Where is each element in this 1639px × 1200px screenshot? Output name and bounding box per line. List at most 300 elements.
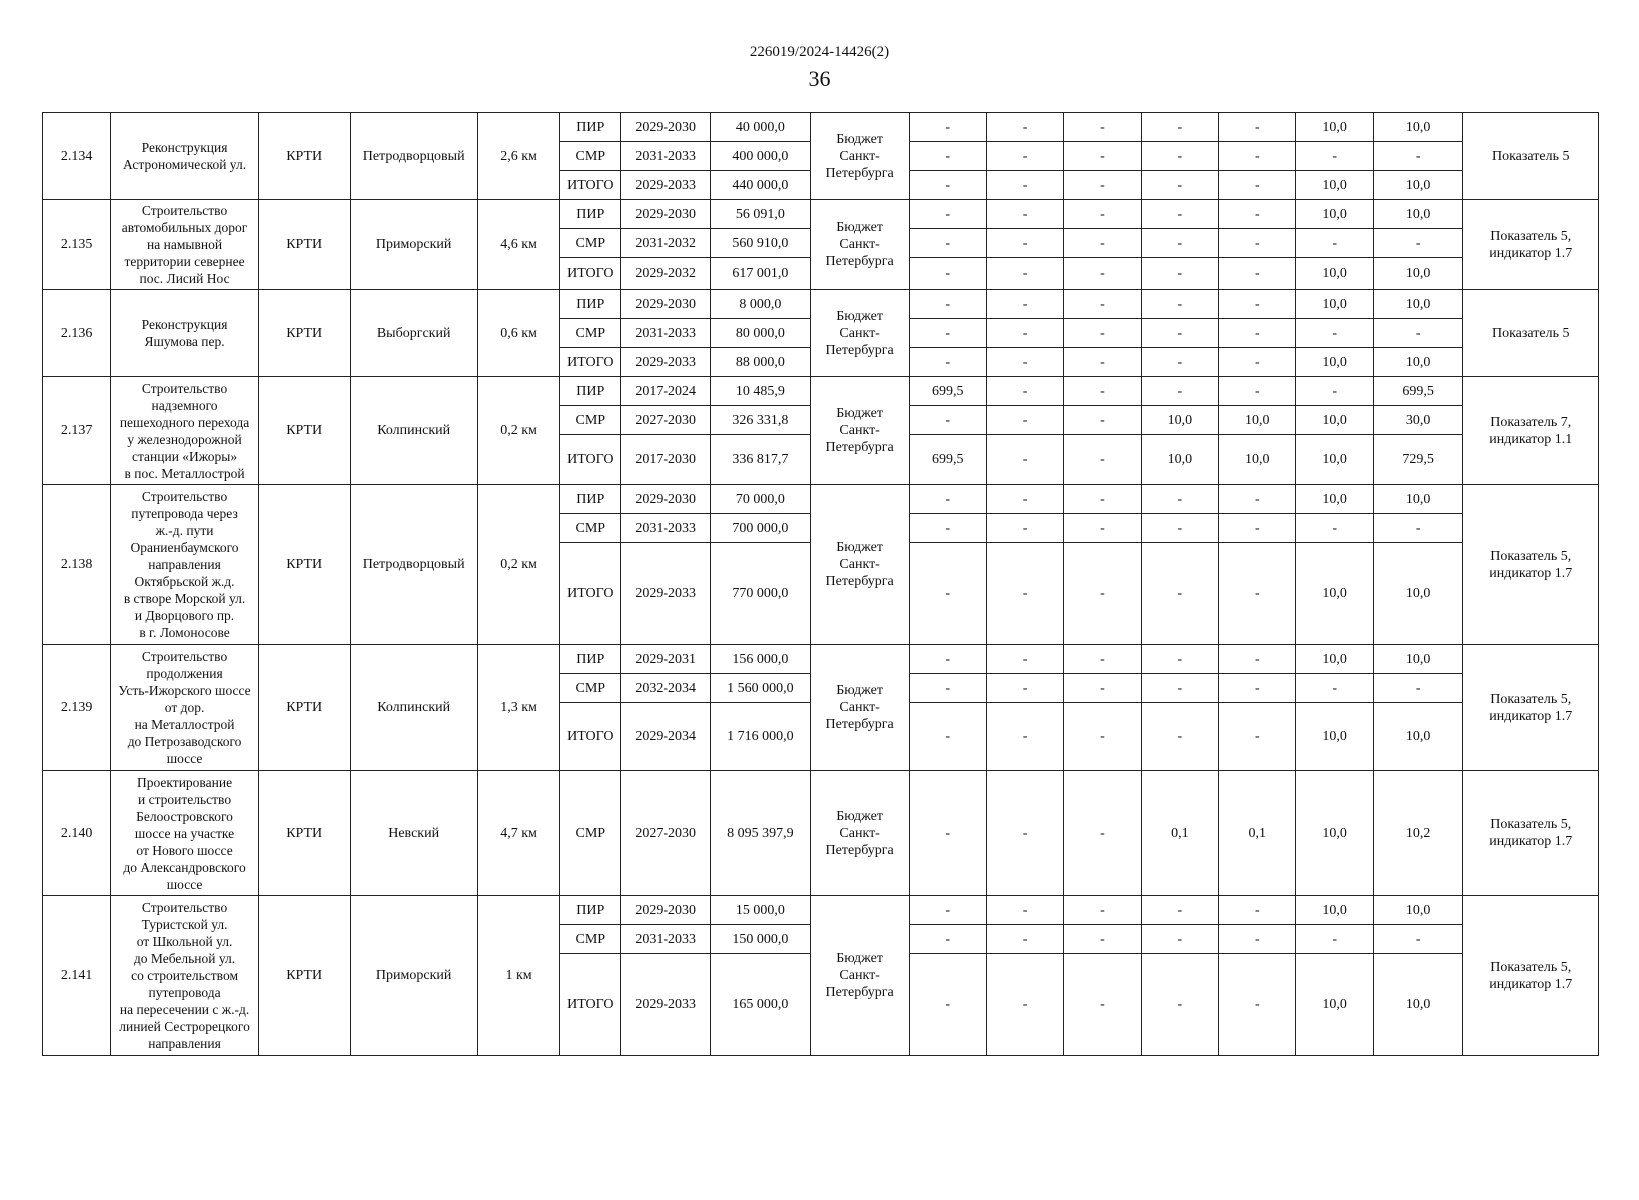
value-2027: - xyxy=(1141,142,1218,171)
line: Бюджет xyxy=(836,683,883,698)
table-row xyxy=(43,200,1599,229)
line: автомобильных дорог xyxy=(121,220,248,235)
funding-source xyxy=(810,377,909,485)
value-total: 30,0 xyxy=(1373,406,1463,435)
value-2029: 10,0 xyxy=(1296,113,1373,142)
line: Проектирование xyxy=(137,774,233,790)
amount: 8 000,0 xyxy=(710,290,810,319)
row-id: 2.141 xyxy=(43,896,111,1056)
value-total: 10,0 xyxy=(1373,703,1463,771)
value-2027: - xyxy=(1141,113,1218,142)
line: Строительство xyxy=(141,649,228,664)
work-type: ПИР xyxy=(560,896,621,925)
line: от Нового шоссе xyxy=(136,842,233,858)
work-type: СМР xyxy=(560,319,621,348)
line: Показатель 5, xyxy=(1490,691,1572,707)
amount: 56 091,0 xyxy=(710,200,810,229)
period: 2029-2030 xyxy=(621,485,711,514)
value-2028: - xyxy=(1219,543,1296,645)
indicator xyxy=(1463,200,1599,290)
funding-source xyxy=(810,113,909,200)
line: от Школьной ул. xyxy=(136,934,233,949)
organization: КРТИ xyxy=(258,200,350,290)
value-total: 10,0 xyxy=(1373,485,1463,514)
line: у железнодорожной xyxy=(127,431,242,447)
period: 2017-2030 xyxy=(621,435,711,485)
value-2025: - xyxy=(986,171,1063,200)
line: Санкт- xyxy=(839,325,880,341)
value-2029: 10,0 xyxy=(1296,171,1373,200)
line: в г. Ломоносове xyxy=(139,625,230,640)
organization: КРТИ xyxy=(258,377,350,485)
value-2024: - xyxy=(909,543,986,645)
district: Колпинский xyxy=(350,377,477,485)
value-2024: - xyxy=(909,229,986,258)
work-type: ИТОГО xyxy=(560,703,621,771)
line: Показатель 5, xyxy=(1490,817,1572,832)
line: территории севернее xyxy=(124,254,245,269)
work-type: СМР xyxy=(560,514,621,543)
value-2028: - xyxy=(1219,171,1296,200)
organization: КРТИ xyxy=(258,290,350,377)
line: в створе Морской ул. xyxy=(123,591,246,606)
period: 2017-2024 xyxy=(621,377,711,406)
line: до Мебельной ул. xyxy=(133,951,236,966)
value-2025: - xyxy=(986,290,1063,319)
line: Санкт- xyxy=(839,968,880,983)
line: от дор. xyxy=(164,700,205,715)
line: надземного xyxy=(151,397,218,413)
period: 2029-2033 xyxy=(621,543,711,645)
district: Выборгский xyxy=(350,290,477,377)
value-2028: - xyxy=(1219,290,1296,319)
amount: 165 000,0 xyxy=(710,954,810,1056)
value-2026: - xyxy=(1064,925,1141,954)
line: индикатор 1.7 xyxy=(1489,708,1573,724)
line: в пос. Металлострой xyxy=(124,465,245,481)
length: 0,2 км xyxy=(477,485,559,645)
period: 2032-2034 xyxy=(621,674,711,703)
value-total: 699,5 xyxy=(1373,377,1463,406)
work-type: ИТОГО xyxy=(560,258,621,290)
amount: 400 000,0 xyxy=(710,142,810,171)
work-type: СМР xyxy=(560,674,621,703)
line: до Петрозаводского xyxy=(127,734,242,749)
project-name xyxy=(111,200,259,290)
line: Ораниенбаумского xyxy=(130,540,239,555)
period: 2031-2032 xyxy=(621,229,711,258)
amount: 88 000,0 xyxy=(710,348,810,377)
amount: 1 560 000,0 xyxy=(710,674,810,703)
value-2029: 10,0 xyxy=(1296,485,1373,514)
table-row xyxy=(43,113,1599,142)
row-id: 2.140 xyxy=(43,771,111,896)
value-2028: - xyxy=(1219,674,1296,703)
value-2024: - xyxy=(909,142,986,171)
line: Строительство xyxy=(141,380,228,396)
line: индикатор 1.7 xyxy=(1489,245,1573,261)
line: ж.-д. пути xyxy=(155,523,214,538)
value-2024: - xyxy=(909,319,986,348)
project-name xyxy=(111,771,259,896)
row-id: 2.136 xyxy=(43,290,111,377)
value-2024: - xyxy=(909,925,986,954)
line: линией Сестрорецкого xyxy=(119,1019,250,1034)
value-2024: 699,5 xyxy=(909,377,986,406)
investment-table xyxy=(42,112,1599,1056)
value-2024: - xyxy=(909,113,986,142)
value-2026: - xyxy=(1064,113,1141,142)
line: Санкт- xyxy=(839,825,880,841)
project-name xyxy=(111,896,259,1056)
value-2028: - xyxy=(1219,485,1296,514)
line: шоссе на участке xyxy=(134,825,235,841)
length: 2,6 км xyxy=(477,113,559,200)
value-2027: - xyxy=(1141,290,1218,319)
row-id: 2.138 xyxy=(43,485,111,645)
value-2026: - xyxy=(1064,645,1141,674)
value-2027: - xyxy=(1141,514,1218,543)
line: Строительство xyxy=(141,203,228,218)
row-id: 2.135 xyxy=(43,200,111,290)
project-name xyxy=(111,113,259,200)
period: 2029-2030 xyxy=(621,200,711,229)
line: пос. Лисий Нос xyxy=(139,271,230,286)
value-2027: - xyxy=(1141,258,1218,290)
line: индикатор 1.7 xyxy=(1489,565,1573,581)
length: 0,6 км xyxy=(477,290,559,377)
value-2028: - xyxy=(1219,229,1296,258)
amount: 440 000,0 xyxy=(710,171,810,200)
table-row xyxy=(43,896,1599,925)
value-2025: - xyxy=(986,543,1063,645)
period: 2029-2031 xyxy=(621,645,711,674)
value-2028: - xyxy=(1219,377,1296,406)
line: Бюджет xyxy=(836,220,883,235)
organization: КРТИ xyxy=(258,771,350,896)
value-2026: - xyxy=(1064,514,1141,543)
value-2027: 10,0 xyxy=(1141,406,1218,435)
value-2025: - xyxy=(986,925,1063,954)
line: Бюджет xyxy=(836,540,883,555)
value-2024: - xyxy=(909,514,986,543)
period: 2031-2033 xyxy=(621,514,711,543)
line: Петербурга xyxy=(825,254,894,269)
value-2029: - xyxy=(1296,377,1373,406)
line: Показатель 7, xyxy=(1490,414,1572,430)
district: Приморский xyxy=(350,896,477,1056)
period: 2031-2033 xyxy=(621,319,711,348)
work-type: ПИР xyxy=(560,645,621,674)
value-2024: - xyxy=(909,348,986,377)
value-total: 729,5 xyxy=(1373,435,1463,485)
value-2024: - xyxy=(909,258,986,290)
indicator xyxy=(1463,485,1599,645)
line: Реконструкция xyxy=(141,140,228,155)
value-2026: - xyxy=(1064,435,1141,485)
value-2025: - xyxy=(986,645,1063,674)
value-2027: - xyxy=(1141,200,1218,229)
period: 2027-2030 xyxy=(621,406,711,435)
work-type: ПИР xyxy=(560,290,621,319)
value-total: - xyxy=(1373,142,1463,171)
value-2026: - xyxy=(1064,674,1141,703)
indicator xyxy=(1463,896,1599,1056)
line: Бюджет xyxy=(836,406,883,421)
line: шоссе xyxy=(166,751,203,766)
value-2027: - xyxy=(1141,377,1218,406)
period: 2027-2030 xyxy=(621,771,711,896)
value-2029: 10,0 xyxy=(1296,954,1373,1056)
value-2029: 10,0 xyxy=(1296,290,1373,319)
value-total: 10,0 xyxy=(1373,896,1463,925)
value-2028: 10,0 xyxy=(1219,435,1296,485)
line: Реконструкция xyxy=(141,317,228,332)
table-row xyxy=(43,771,1599,896)
period: 2029-2030 xyxy=(621,290,711,319)
value-total: - xyxy=(1373,925,1463,954)
value-2029: 10,0 xyxy=(1296,896,1373,925)
value-2027: - xyxy=(1141,645,1218,674)
line: со строительством xyxy=(131,968,238,983)
value-2028: - xyxy=(1219,925,1296,954)
value-2029: - xyxy=(1296,142,1373,171)
value-2025: - xyxy=(986,142,1063,171)
work-type: СМР xyxy=(560,771,621,896)
value-2025: - xyxy=(986,319,1063,348)
table-row xyxy=(43,290,1599,319)
value-total: 10,0 xyxy=(1373,954,1463,1056)
line: на пересечении с ж.-д. xyxy=(119,1002,250,1017)
project-name xyxy=(111,290,259,377)
value-2026: - xyxy=(1064,543,1141,645)
line: Петербурга xyxy=(825,842,894,858)
line: Петербурга xyxy=(825,574,894,589)
value-2025: - xyxy=(986,229,1063,258)
line: Санкт- xyxy=(839,148,880,164)
line: пешеходного перехода xyxy=(119,414,250,430)
value-total: 10,0 xyxy=(1373,543,1463,645)
value-2026: - xyxy=(1064,229,1141,258)
value-2029: - xyxy=(1296,229,1373,258)
value-2029: - xyxy=(1296,514,1373,543)
district: Невский xyxy=(350,771,477,896)
length: 4,7 км xyxy=(477,771,559,896)
work-type: ИТОГО xyxy=(560,435,621,485)
value-2026: - xyxy=(1064,954,1141,1056)
value-2025: - xyxy=(986,406,1063,435)
value-total: - xyxy=(1373,674,1463,703)
line: направления xyxy=(148,1036,221,1051)
value-2028: - xyxy=(1219,954,1296,1056)
line: Показатель 5 xyxy=(1491,325,1570,341)
length: 1,3 км xyxy=(477,645,559,771)
value-2029: 10,0 xyxy=(1296,406,1373,435)
value-2026: - xyxy=(1064,142,1141,171)
page-number: 36 xyxy=(808,66,831,91)
value-2028: - xyxy=(1219,645,1296,674)
line: и Дворцового пр. xyxy=(134,608,235,623)
value-2024: - xyxy=(909,645,986,674)
value-2029: 10,0 xyxy=(1296,543,1373,645)
value-2028: - xyxy=(1219,113,1296,142)
value-2025: - xyxy=(986,771,1063,896)
funding-source xyxy=(810,485,909,645)
table-row xyxy=(43,645,1599,674)
value-total: 10,0 xyxy=(1373,200,1463,229)
value-2024: - xyxy=(909,771,986,896)
amount: 156 000,0 xyxy=(710,645,810,674)
line: Бюджет xyxy=(836,131,883,147)
work-type: ПИР xyxy=(560,200,621,229)
value-2027: - xyxy=(1141,674,1218,703)
amount: 15 000,0 xyxy=(710,896,810,925)
value-2027: - xyxy=(1141,348,1218,377)
value-2029: 10,0 xyxy=(1296,435,1373,485)
value-2029: 10,0 xyxy=(1296,348,1373,377)
value-2027: - xyxy=(1141,703,1218,771)
line: до Александровского xyxy=(123,859,246,875)
indicator xyxy=(1463,771,1599,896)
value-2028: - xyxy=(1219,514,1296,543)
project-name xyxy=(111,645,259,771)
value-2025: - xyxy=(986,377,1063,406)
value-2029: 10,0 xyxy=(1296,703,1373,771)
amount: 40 000,0 xyxy=(710,113,810,142)
work-type: СМР xyxy=(560,925,621,954)
value-2025: - xyxy=(986,954,1063,1056)
line: путепровода xyxy=(148,985,221,1000)
amount: 617 001,0 xyxy=(710,258,810,290)
line: Строительство xyxy=(141,900,228,915)
value-2028: - xyxy=(1219,703,1296,771)
table-body xyxy=(43,113,1599,1056)
value-2027: - xyxy=(1141,171,1218,200)
value-2028: - xyxy=(1219,319,1296,348)
value-2024: - xyxy=(909,406,986,435)
project-name xyxy=(111,485,259,645)
line: индикатор 1.1 xyxy=(1489,431,1573,447)
organization: КРТИ xyxy=(258,485,350,645)
value-2026: - xyxy=(1064,171,1141,200)
organization: КРТИ xyxy=(258,896,350,1056)
row-id: 2.139 xyxy=(43,645,111,771)
line: Бюджет xyxy=(836,951,883,966)
value-2026: - xyxy=(1064,771,1141,896)
amount: 770 000,0 xyxy=(710,543,810,645)
work-type: ИТОГО xyxy=(560,348,621,377)
value-2029: - xyxy=(1296,674,1373,703)
value-2029: - xyxy=(1296,925,1373,954)
funding-source xyxy=(810,771,909,896)
line: путепровода через xyxy=(131,506,238,521)
line: станции «Ижоры» xyxy=(131,448,238,464)
value-2028: 0,1 xyxy=(1219,771,1296,896)
value-total: 10,2 xyxy=(1373,771,1463,896)
value-2024: - xyxy=(909,171,986,200)
work-type: ИТОГО xyxy=(560,171,621,200)
funding-source xyxy=(810,896,909,1056)
line: Показатель 5 xyxy=(1491,148,1570,164)
period: 2029-2032 xyxy=(621,258,711,290)
project-name xyxy=(111,377,259,485)
indicator xyxy=(1463,290,1599,377)
line: Показатель 5, xyxy=(1490,959,1572,975)
line: индикатор 1.7 xyxy=(1489,976,1573,992)
period: 2029-2030 xyxy=(621,896,711,925)
amount: 1 716 000,0 xyxy=(710,703,810,771)
funding-source xyxy=(810,200,909,290)
line: Бюджет xyxy=(836,308,883,324)
line: Астрономической ул. xyxy=(123,157,247,172)
line: продолжения xyxy=(146,666,223,681)
value-total: - xyxy=(1373,319,1463,348)
value-2028: 10,0 xyxy=(1219,406,1296,435)
line: Санкт- xyxy=(839,423,880,438)
value-2028: - xyxy=(1219,142,1296,171)
value-2025: - xyxy=(986,348,1063,377)
district: Петродворцовый xyxy=(350,113,477,200)
line: на Металлострой xyxy=(134,717,235,732)
value-2026: - xyxy=(1064,377,1141,406)
value-2026: - xyxy=(1064,406,1141,435)
period: 2031-2033 xyxy=(621,142,711,171)
line: Белоостровского xyxy=(136,808,233,824)
amount: 700 000,0 xyxy=(710,514,810,543)
value-total: - xyxy=(1373,229,1463,258)
work-type: ИТОГО xyxy=(560,543,621,645)
indicator xyxy=(1463,113,1599,200)
table-row xyxy=(43,377,1599,406)
value-2027: 10,0 xyxy=(1141,435,1218,485)
line: Санкт- xyxy=(839,700,880,715)
value-2028: - xyxy=(1219,258,1296,290)
value-2026: - xyxy=(1064,703,1141,771)
work-type: СМР xyxy=(560,406,621,435)
value-2025: - xyxy=(986,896,1063,925)
value-2025: - xyxy=(986,674,1063,703)
line: Санкт- xyxy=(839,557,880,572)
value-2026: - xyxy=(1064,319,1141,348)
value-2027: - xyxy=(1141,229,1218,258)
value-2027: - xyxy=(1141,896,1218,925)
value-2024: - xyxy=(909,485,986,514)
value-2027: - xyxy=(1141,954,1218,1056)
value-total: 10,0 xyxy=(1373,348,1463,377)
amount: 326 331,8 xyxy=(710,406,810,435)
amount: 10 485,9 xyxy=(710,377,810,406)
line: Октябрьской ж.д. xyxy=(134,574,235,589)
table-row xyxy=(43,485,1599,514)
work-type: СМР xyxy=(560,142,621,171)
line: и строительство xyxy=(138,791,232,807)
line: Усть-Ижорского шоссе xyxy=(118,683,251,698)
district: Приморский xyxy=(350,200,477,290)
amount: 70 000,0 xyxy=(710,485,810,514)
value-2025: - xyxy=(986,485,1063,514)
indicator xyxy=(1463,377,1599,485)
funding-source xyxy=(810,645,909,771)
line: Петербурга xyxy=(825,440,894,455)
period: 2029-2033 xyxy=(621,171,711,200)
value-2029: 10,0 xyxy=(1296,645,1373,674)
value-2025: - xyxy=(986,435,1063,485)
value-2025: - xyxy=(986,514,1063,543)
period: 2029-2033 xyxy=(621,954,711,1056)
funding-source xyxy=(810,290,909,377)
line: Петербурга xyxy=(825,985,894,1000)
document-number: 226019/2024-14426(2) xyxy=(749,44,890,60)
